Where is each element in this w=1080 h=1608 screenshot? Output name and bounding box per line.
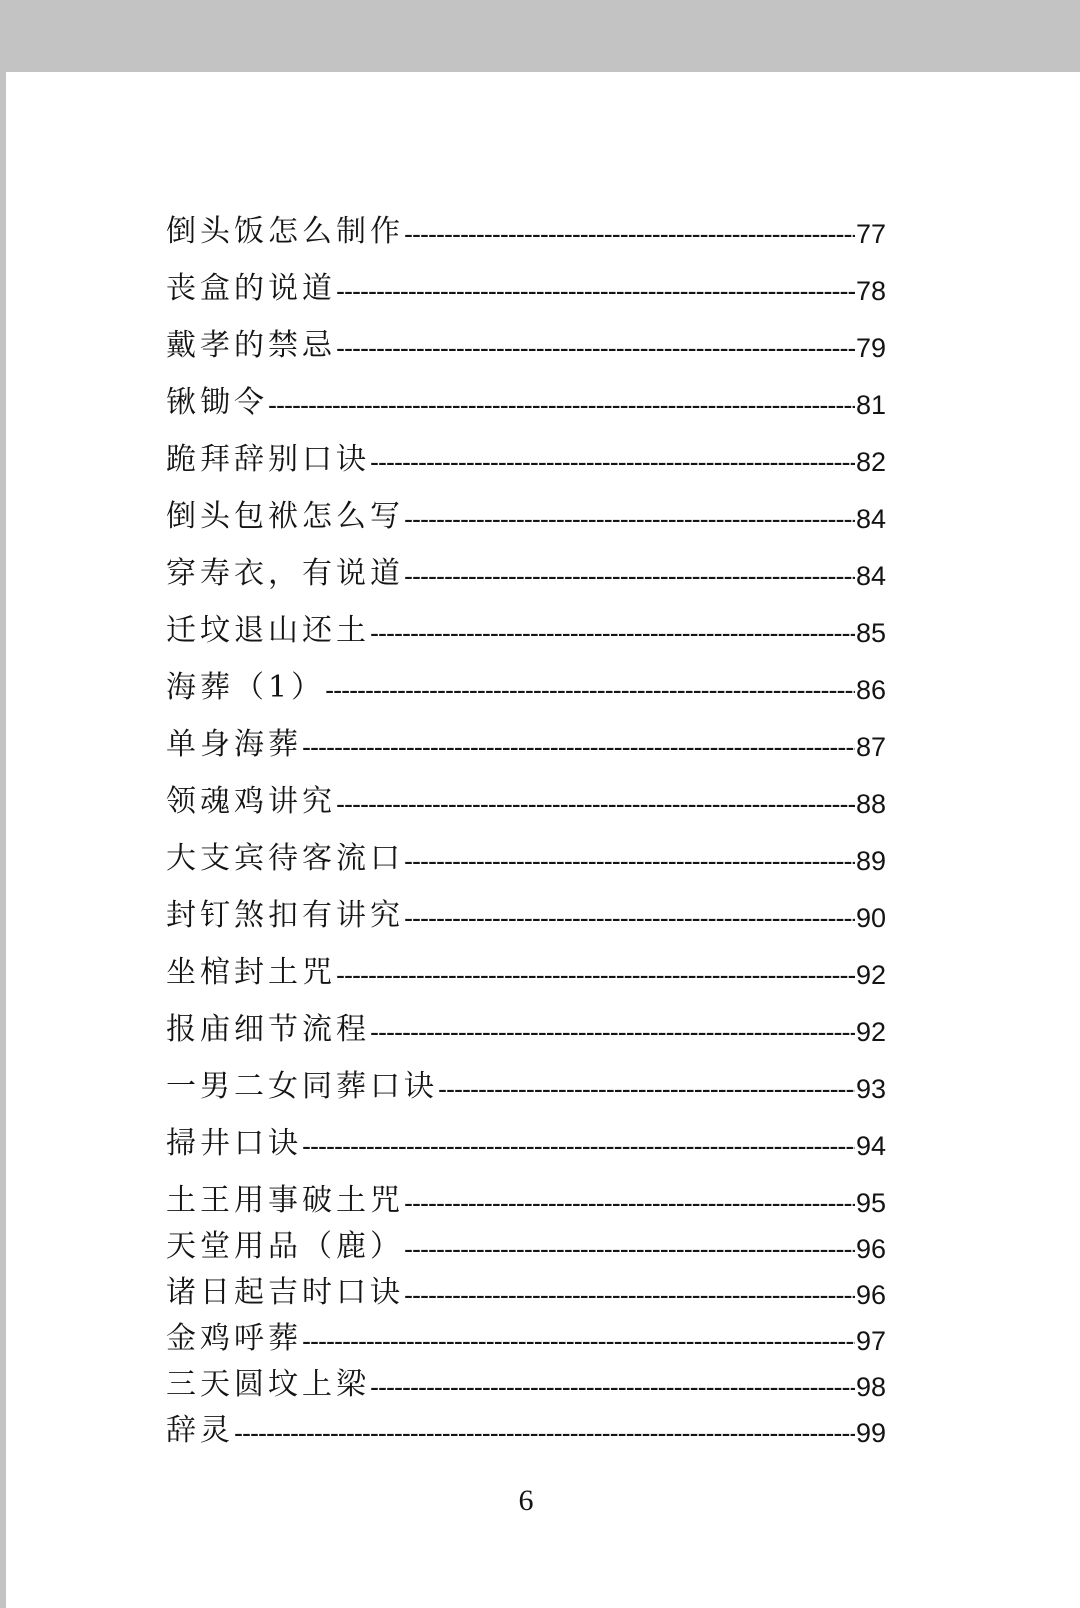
toc-entry-page: 96 <box>855 1234 886 1264</box>
toc-entry-title: 领魂鸡讲究 <box>166 784 336 819</box>
toc-entry-title: 丧盒的说道 <box>166 271 336 306</box>
toc-entry-page: 92 <box>855 1017 886 1047</box>
toc-entry <box>166 1359 886 1405</box>
toc-entry <box>166 1050 886 1107</box>
toc-entry-page: 90 <box>855 903 886 933</box>
toc-entry-page: 94 <box>855 1131 886 1161</box>
toc-dot-leader <box>302 729 855 765</box>
table-of-contents <box>166 195 886 1451</box>
toc-entry <box>166 594 886 651</box>
toc-entry <box>166 879 886 936</box>
toc-entry <box>166 1107 886 1164</box>
toc-entry-page: 81 <box>855 390 886 420</box>
toc-dot-leader <box>404 1231 855 1267</box>
toc-entry-title: 跪拜辞别口诀 <box>166 442 370 477</box>
toc-dot-leader <box>404 558 855 594</box>
toc-entry-page: 88 <box>855 789 886 819</box>
toc-entry-title: 穿寿衣，有说道 <box>166 556 404 591</box>
toc-dot-leader <box>404 900 855 936</box>
toc-entry-page: 82 <box>855 447 886 477</box>
toc-entry <box>166 1221 886 1267</box>
toc-dot-leader <box>336 786 855 822</box>
toc-entry-page: 84 <box>855 561 886 591</box>
toc-entry-page: 79 <box>855 333 886 363</box>
toc-dot-leader <box>370 1369 855 1405</box>
toc-dot-leader <box>404 216 855 252</box>
toc-dot-leader <box>404 1185 855 1221</box>
toc-entry-page: 89 <box>855 846 886 876</box>
toc-entry <box>166 537 886 594</box>
toc-entry <box>166 309 886 366</box>
toc-entry <box>166 366 886 423</box>
toc-dot-leader <box>336 330 855 366</box>
toc-entry-page: 92 <box>855 960 886 990</box>
toc-entry-page: 86 <box>855 675 886 705</box>
toc-entry-title: 倒头包袱怎么写 <box>166 499 404 534</box>
toc-entry-title: 掃井口诀 <box>166 1126 302 1161</box>
toc-entry-title: 封钉煞扣有讲究 <box>166 898 404 933</box>
toc-entry-page: 85 <box>855 618 886 648</box>
toc-dot-leader <box>325 672 855 708</box>
toc-entry-page: 99 <box>855 1418 886 1448</box>
toc-entry-title: 土王用事破土咒 <box>166 1183 404 1218</box>
toc-entry <box>166 822 886 879</box>
toc-dot-leader <box>336 273 855 309</box>
toc-entry-title: 诸日起吉时口诀 <box>166 1275 404 1310</box>
toc-entry <box>166 1164 886 1221</box>
toc-entry <box>166 936 886 993</box>
toc-entry-page: 87 <box>855 732 886 762</box>
toc-entry-title: 迁坟退山还土 <box>166 613 370 648</box>
toc-entry-title: 锹锄令 <box>166 385 268 420</box>
toc-entry <box>166 993 886 1050</box>
toc-dot-leader <box>268 387 855 423</box>
toc-dot-leader <box>438 1071 855 1107</box>
toc-dot-leader <box>404 501 855 537</box>
toc-entry-title: 大支宾待客流口 <box>166 841 404 876</box>
toc-entry <box>166 423 886 480</box>
toc-entry-title: 戴孝的禁忌 <box>166 328 336 363</box>
toc-entry <box>166 252 886 309</box>
toc-dot-leader <box>404 843 855 879</box>
toc-entry <box>166 651 886 708</box>
toc-entry <box>166 1313 886 1359</box>
toc-dot-leader <box>302 1323 855 1359</box>
toc-entry-title: 三天圆坟上梁 <box>166 1367 370 1402</box>
toc-entry <box>166 765 886 822</box>
toc-entry-title: 辞灵 <box>166 1413 234 1448</box>
toc-entry-page: 97 <box>855 1326 886 1356</box>
toc-entry <box>166 708 886 765</box>
toc-dot-leader <box>336 957 855 993</box>
toc-entry <box>166 195 886 252</box>
toc-entry-page: 98 <box>855 1372 886 1402</box>
toc-entry-title: 单身海葬 <box>166 727 302 762</box>
toc-dot-leader <box>404 1277 855 1313</box>
toc-entry-page: 77 <box>855 219 886 249</box>
toc-dot-leader <box>370 444 855 480</box>
toc-entry-page: 78 <box>855 276 886 306</box>
toc-entry-title: 倒头饭怎么制作 <box>166 214 404 249</box>
toc-entry-title: 报庙细节流程 <box>166 1012 370 1047</box>
toc-entry <box>166 1405 886 1451</box>
toc-dot-leader <box>302 1128 855 1164</box>
toc-entry-title: 金鸡呼葬 <box>166 1321 302 1356</box>
toc-entry-title: 海葬（1） <box>166 670 326 705</box>
toc-entry-page: 93 <box>855 1074 886 1104</box>
page-number: 6 <box>518 1484 534 1517</box>
toc-entry <box>166 480 886 537</box>
toc-dot-leader <box>370 615 855 651</box>
toc-entry-page: 84 <box>855 504 886 534</box>
document-page <box>6 72 1080 1608</box>
toc-dot-leader <box>370 1014 855 1050</box>
toc-entry-title: 天堂用品（鹿） <box>166 1229 404 1264</box>
toc-entry-title: 坐棺封土咒 <box>166 955 336 990</box>
toc-entry-page: 96 <box>855 1280 886 1310</box>
toc-entry-title: 一男二女同葬口诀 <box>166 1069 438 1104</box>
toc-dot-leader <box>234 1415 855 1451</box>
toc-entry-page: 95 <box>855 1188 886 1218</box>
toc-entry <box>166 1267 886 1313</box>
